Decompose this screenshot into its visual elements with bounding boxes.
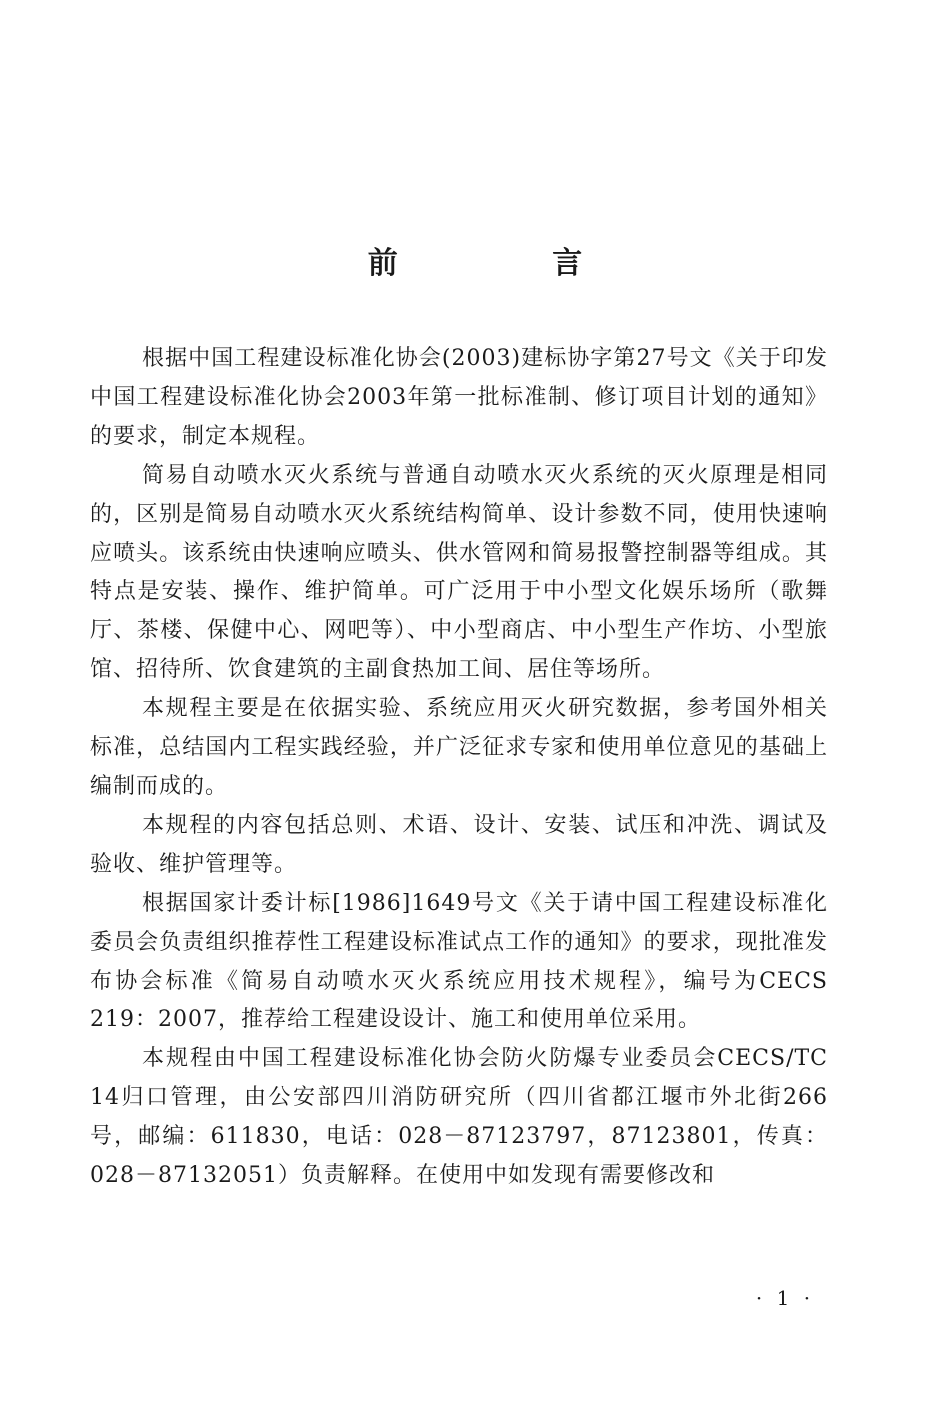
paragraph-2: 简易自动喷水灭火系统与普通自动喷水灭火系统的灭火原理是相同的，区别是简易自动喷水灭火系统结构简单、设计参数不同，使用快速响应喷头。该系统由快速响应喷头、供水管网和简易报警控制器等组成。其特点是安装、操作、维护简单。可广泛用于中小型文化娱乐场所（歌舞厅、茶楼、保健中心、网吧等）、中小型商店、中小型生产作坊、小型旅馆、招待所、饮食建筑的主副食热加工间、居住等场所。 [90, 462, 828, 683]
page-title: 前 言 [367, 246, 655, 282]
paragraph-6: 本规程由中国工程建设标准化协会防火防爆专业委员会CECS/TC 14归口管理，由公安部四川消防研究所（四川省都江堰市外北街266号，邮编：611830，电话：028－87123797，87123801，传真：028－87132051）负责解释。在使用中如发现有需要修改和 [90, 1046, 828, 1189]
paragraph-4: 本规程的内容包括总则、术语、设计、安装、试压和冲洗、调试及验收、维护管理等。 [90, 812, 828, 877]
page-number: · 1 · [755, 1286, 815, 1310]
paragraph-5: 根据国家计委计标[1986]1649号文《关于请中国工程建设标准化委员会负责组织推荐性工程建设标准试点工作的通知》的要求，现批准发布协会标准《简易自动喷水灭火系统应用技术规程》，编号为CECS 219：2007，推荐给工程建设设计、施工和使用单位采用。 [90, 890, 828, 1033]
paragraph-1: 根据中国工程建设标准化协会(2003)建标协字第27号文《关于印发中国工程建设标准化协会2003年第一批标准制、修订项目计划的通知》的要求，制定本规程。 [90, 346, 828, 449]
paragraph-3: 本规程主要是在依据实验、系统应用灭火研究数据，参考国外相关标准，总结国内工程实践经验，并广泛征求专家和使用单位意见的基础上编制而成的。 [90, 696, 828, 799]
document-body [90, 340, 828, 1196]
